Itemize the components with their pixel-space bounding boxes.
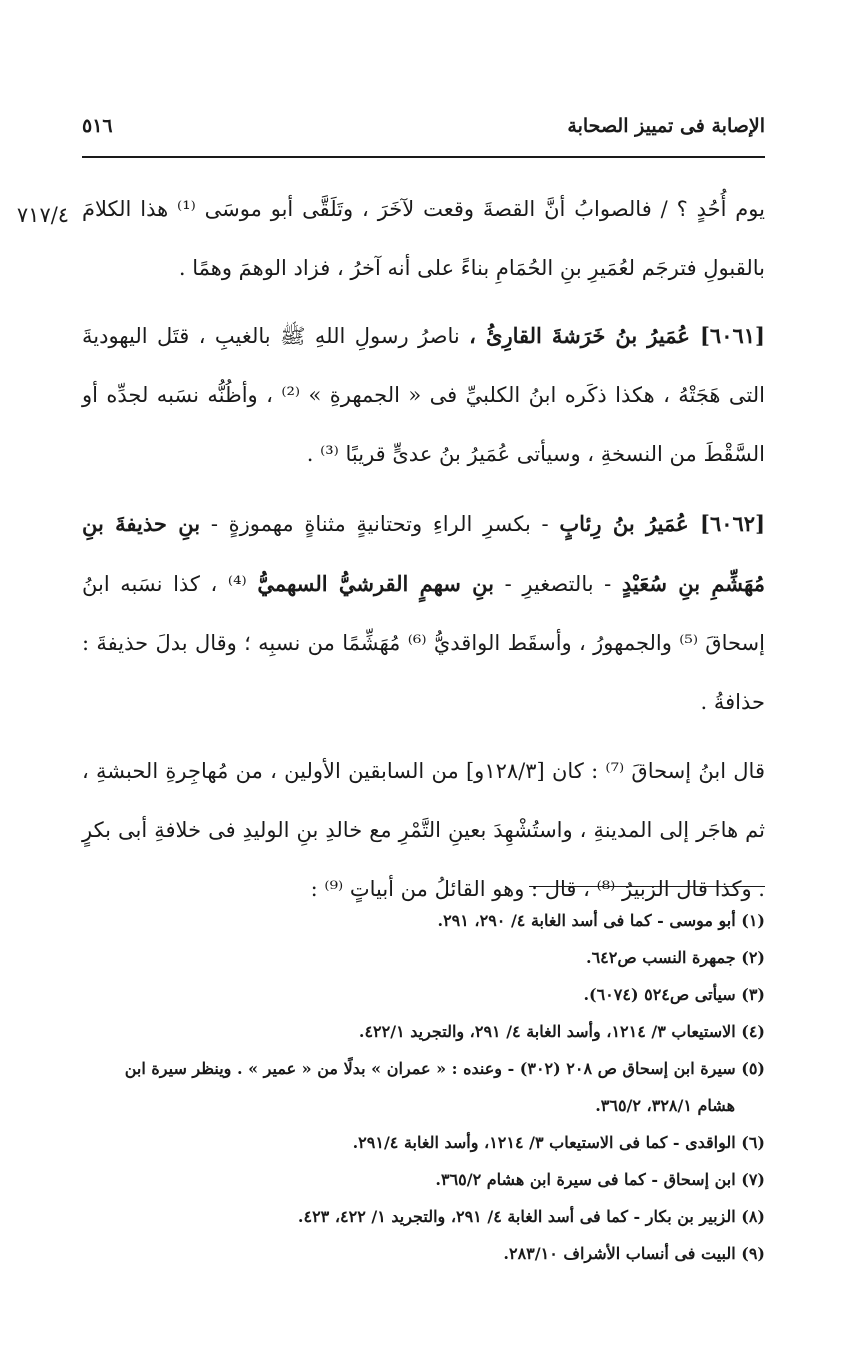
footnote: (٨) الزبير بن بكار - كما فى أسد الغابة ٤/ ٢٩١، والتجريد ١/ ٤٢٢، ٤٢٣. xyxy=(297,1207,765,1226)
footnote: (٦) الواقدى - كما فى الاستيعاب ٣/ ١٢١٤، وأسد الغابة ٢٩١/٤. xyxy=(352,1133,765,1152)
entry-6061-text: ناصرُ رسولِ اللهِ ﷺ بالغيبِ ، قتَل اليهوديةَ التى هَجَتْهُ ، هكذا ذكَره ابنُ الكلبيِّ فى « الجمهرةِ » ⁽²⁾ ، وأظُنُّه نسَبه لجدِّه أو السَّقْطَ من النسخةِ ، وسيأتى عُمَيرُ بنُ عدىٍّ قريبًا ⁽³⁾ . xyxy=(82,324,765,466)
entry-6062-lineage-1: بنِ حذيفةَ بنِ مُهَشِّمِ بنِ سُعَيْدٍ xyxy=(82,511,765,596)
footnote: (٣) سيأتى ص٥٢٤ (٦٠٧٤). xyxy=(583,985,765,1004)
margin-reference: ٧١٧/٤ xyxy=(16,203,70,227)
footnote: (٧) ابن إسحاق - كما فى سيرة ابن هشام ٣٦٥/٢. xyxy=(435,1170,765,1189)
footnotes xyxy=(82,902,765,1272)
footnote: (١) أبو موسى - كما فى أسد الغابة ٤/ ٢٩٠، ٢٩١. xyxy=(437,911,765,930)
paragraph-continuation: يوم أُحُدٍ ؟ / فالصوابُ أنَّ القصةَ وقعت لآخَرَ ، وتَلَقَّى أبو موسَى ⁽¹⁾ هذا الكلامَ بالقبولِ فترجَم لعُمَيرِ بنِ الحُمَامِ بناءً على أنه آخرُ ، فزاد الوهمَ وهمًا . xyxy=(82,197,765,280)
main-text xyxy=(82,180,765,929)
entry-6061 xyxy=(82,306,765,484)
entry-6062-lineage-2: بنِ سهمٍ القرشيُّ السهميُّ xyxy=(257,571,494,596)
book-title: الإصابة فى تمييز الصحابة xyxy=(567,115,765,137)
entry-6062-heading: [٦٠٦٢] عُمَيرُ بنُ رِئابٍ xyxy=(559,511,766,536)
running-header xyxy=(82,108,765,144)
footnote: (٩) البيت فى أنساب الأشراف ٢٨٣/١٠. xyxy=(503,1244,765,1263)
footnote: (٤) الاستيعاب ٣/ ١٢١٤، وأسد الغابة ٤/ ٢٩١، والتجريد ٤٢٢/١. xyxy=(358,1022,765,1041)
entry-6062-text-2: - بالتصغيرِ - xyxy=(504,572,612,596)
entry-6062-text-3: ⁽⁴⁾ ، كذا نسَبه ابنُ إسحاقَ ⁽⁵⁾ والجمهورُ ، وأسقَط الواقديُّ ⁽⁶⁾ مُهَشِّمًا من نسبِه ؛ وقال بدلَ حذيفةَ : حذافةُ . xyxy=(82,572,765,714)
ibn-ishaq-paragraph: قال ابنُ إسحاقَ ⁽⁷⁾ : كان [١٢٨/٣و] من السابقين الأولين ، من مُهاجِرةِ الحبشةِ ، ثم هاجَر إلى المدينةِ ، واستُشْهِدَ بعينِ التَّمْرِ مع خالدِ بنِ الوليدِ فى خلافةِ أبى بكرٍ . وكذا قال الزبيرُ ⁽⁸⁾ ، قال : وهو القائلُ من أبياتٍ ⁽⁹⁾ : xyxy=(82,759,765,901)
footnote-continuation: هشام ٣٢٨/١، ٣٦٥/٢. xyxy=(595,1096,735,1115)
footnote: (٢) جمهرة النسب ص٦٤٢. xyxy=(585,948,765,967)
entry-6062 xyxy=(82,494,765,732)
entry-6061-heading: [٦٠٦١] عُمَيرُ بنُ خَرَشةَ القارِئُ ، xyxy=(469,323,765,348)
footnote-rule xyxy=(529,886,765,887)
page-number: ٥١٦ xyxy=(82,115,113,137)
header-rule xyxy=(82,156,765,158)
entry-6062-text-1: - بكسرِ الراءِ وتحتانيةٍ مثناةٍ مهموزةٍ - xyxy=(210,512,549,536)
footnote: (٥) سيرة ابن إسحاق ص ٢٠٨ (٣٠٢) - وعنده : « عمران » بدلًا من « عمير » . وينظر سيرة ابن xyxy=(124,1059,765,1078)
